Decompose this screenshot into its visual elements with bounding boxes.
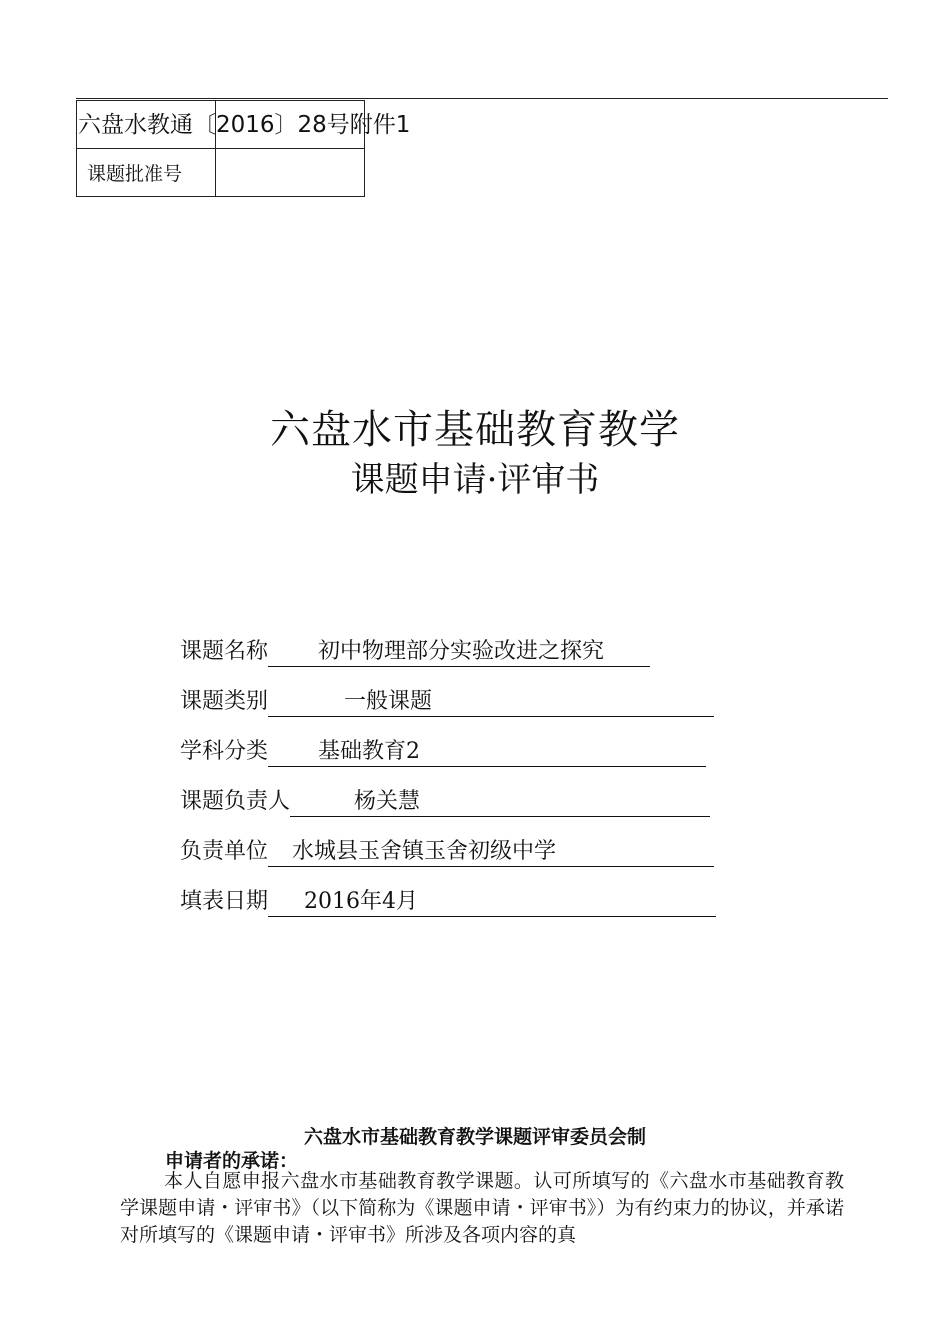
pledge-heading: 申请者的承诺： [165,1150,299,1172]
field-fill-date [180,884,716,917]
field-value[interactable]: 水城县玉舍镇玉舍初级中学 [268,834,714,867]
page-title: 六盘水市基础教育教学 [270,407,680,453]
header-rule [76,98,888,99]
field-value[interactable]: 基础教育2 [268,734,706,767]
field-value[interactable]: 杨关慧 [290,784,710,817]
page-subtitle: 课题申请·评审书 [350,460,600,500]
approval-number-label: 课题批准号 [77,149,216,197]
field-topic-name [180,634,650,667]
field-label: 课题负责人 [180,789,291,814]
approval-number-value[interactable] [216,149,365,197]
pledge-paragraph: 本人自愿申报六盘水市基础教育教学课题。认可所填写的《六盘水市基础教育教学课题申请・评审书》（以下简称为《课题申请・评审书》）为有约束力的协议，并承诺对所填写的《课题申请・评审书》所涉及各项内容的真 [120,1170,844,1246]
field-unit [180,834,714,867]
field-topic-category [180,684,714,717]
field-label: 负责单位 [180,839,269,864]
field-label: 课题名称 [180,639,269,664]
field-subject-class [180,734,706,767]
field-value[interactable]: 2016年4月 [268,884,716,917]
field-value[interactable]: 一般课题 [268,684,714,717]
field-label: 填表日期 [180,889,269,914]
field-label: 学科分类 [180,739,269,764]
field-principal [180,784,710,817]
field-label: 课题类别 [180,689,269,714]
issuing-organization: 六盘水市基础教育教学课题评审委员会制 [303,1126,646,1148]
field-value[interactable]: 初中物理部分实验改进之探究 [268,634,650,667]
document-notice: 六盘水教通〔2016〕28号附件1 [78,112,411,138]
